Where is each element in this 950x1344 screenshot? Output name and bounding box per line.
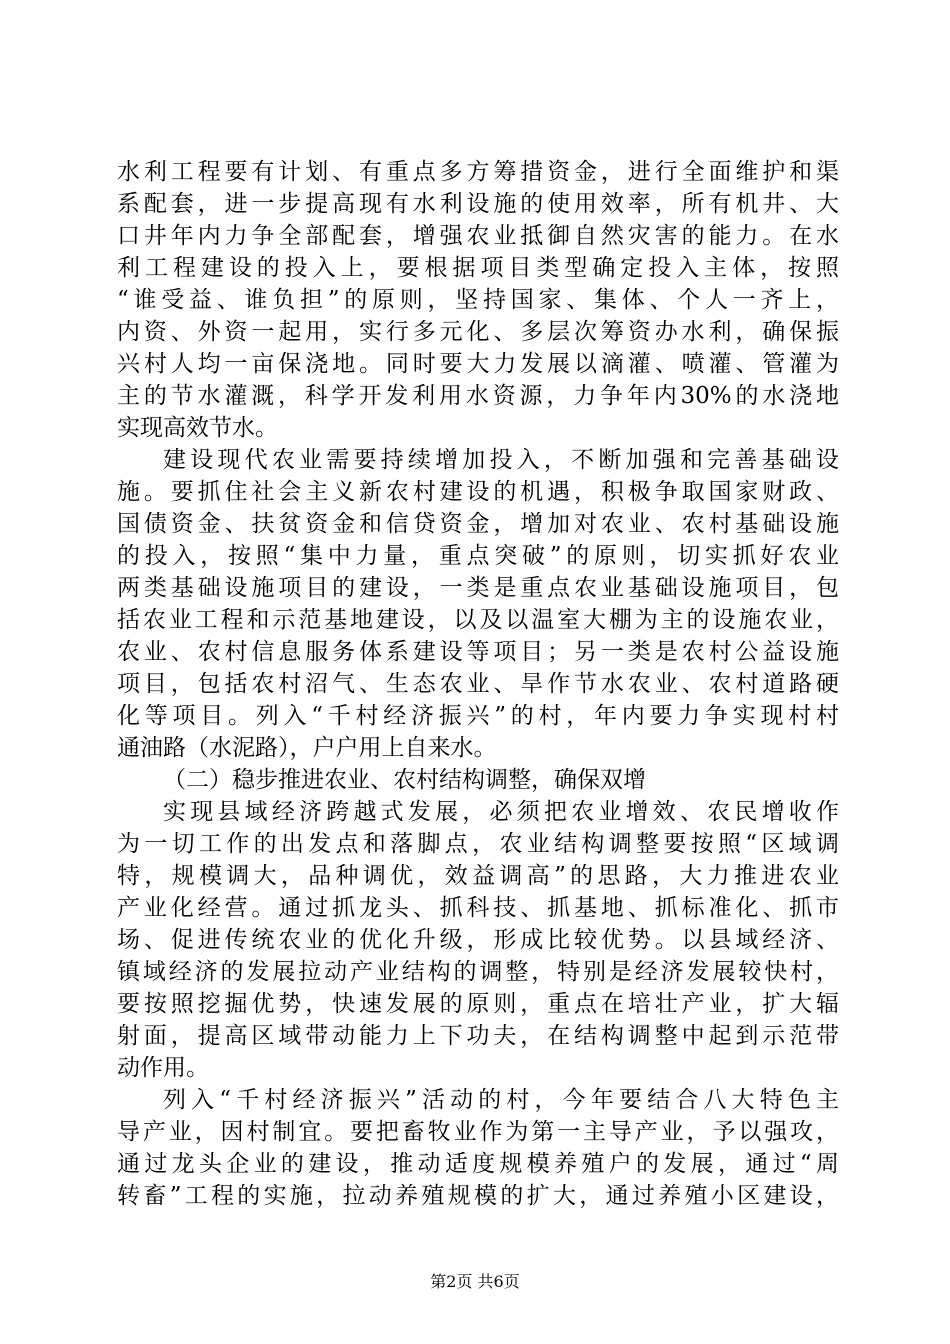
text-line: 列入“千村经济振兴”活动的村，今年要结合八大特色主 [163, 1087, 839, 1113]
text-line: 化等项目。列入“千村经济振兴”的村，年内要力争实现村村 [117, 703, 839, 729]
page-footer: 第2页 共6页 [430, 1272, 520, 1291]
paragraph [117, 1084, 839, 1212]
text-line: 为一切工作的出发点和落脚点，农业结构调整要按照“区域调 [117, 831, 839, 857]
text-line: 系配套，进一步提高现有水利设施的使用效率，所有机井、大 [117, 191, 839, 217]
paragraph [117, 156, 839, 444]
text-line: 农业、农村信息服务体系建设等项目；另一类是农村公益设施 [117, 639, 839, 665]
text-line: 通过龙头企业的建设，推动适度规模养殖户的发展，通过“周 [117, 1151, 839, 1177]
text-line: 国债资金、扶贫资金和信贷资金，增加对农业、农村基础设施 [117, 511, 839, 537]
text-line: 利工程建设的投入上，要根据项目类型确定投入主体，按照 [117, 255, 839, 281]
text-line: 通油路（水泥路），户户用上自来水。 [117, 735, 497, 761]
text-line: 射面，提高区域带动能力上下功夫，在结构调整中起到示范带 [117, 1023, 839, 1049]
text-line: 口井年内力争全部配套，增强农业抵御自然灾害的能力。在水 [117, 223, 839, 249]
text-line: 建设现代农业需要持续增加投入，不断加强和完善基础设 [163, 447, 839, 473]
text-line: 产业化经营。通过抓龙头、抓科技、抓基地、抓标准化、抓市 [117, 895, 839, 921]
text-line: 施。要抓住社会主义新农村建设的机遇，积极争取国家财政、 [117, 479, 839, 505]
text-line: 动作用。 [117, 1055, 209, 1081]
text-line: 主的节水灌溉，科学开发利用水资源，力争年内30%的水浇地 [117, 383, 839, 409]
text-line: 括农业工程和示范基地建设，以及以温室大棚为主的设施农业， [117, 607, 839, 633]
paragraph [117, 796, 839, 1084]
body-text [117, 156, 839, 1212]
text-line: 实现高效节水。 [117, 415, 278, 441]
text-line: 镇域经济的发展拉动产业结构的调整，特别是经济发展较快村， [117, 959, 839, 985]
text-line: 项目，包括农村沼气、生态农业、旱作节水农业、农村道路硬 [117, 671, 839, 697]
text-line: “谁受益、谁负担”的原则，坚持国家、集体、个人一齐上， [117, 287, 839, 313]
text-line: 场、促进传统农业的优化升级，形成比较优势。以县域经济、 [117, 927, 839, 953]
text-line: 兴村人均一亩保浇地。同时要大力发展以滴灌、喷灌、管灌为 [117, 351, 839, 377]
text-line: 转畜”工程的实施，拉动养殖规模的扩大，通过养殖小区建设， [117, 1183, 839, 1209]
text-line: 两类基础设施项目的建设，一类是重点农业基础设施项目，包 [117, 575, 839, 601]
text-line: 的投入，按照“集中力量，重点突破”的原则，切实抓好农业 [117, 543, 839, 569]
text-line: 导产业，因村制宜。要把畜牧业作为第一主导产业，予以强攻， [117, 1119, 839, 1145]
section-heading [117, 764, 839, 796]
text-line: （二）稳步推进农业、农村结构调整，确保双增 [163, 767, 646, 793]
text-line: 实现县域经济跨越式发展，必须把农业增效、农民增收作 [163, 799, 839, 825]
text-line: 要按照挖掘优势，快速发展的原则，重点在培壮产业，扩大辐 [117, 991, 839, 1017]
paragraph [117, 444, 839, 764]
text-line: 特，规模调大，品种调优，效益调高”的思路，大力推进农业 [117, 863, 839, 889]
text-line: 水利工程要有计划、有重点多方筹措资金，进行全面维护和渠 [117, 159, 839, 185]
text-line: 内资、外资一起用，实行多元化、多层次筹资办水利，确保振 [117, 319, 839, 345]
